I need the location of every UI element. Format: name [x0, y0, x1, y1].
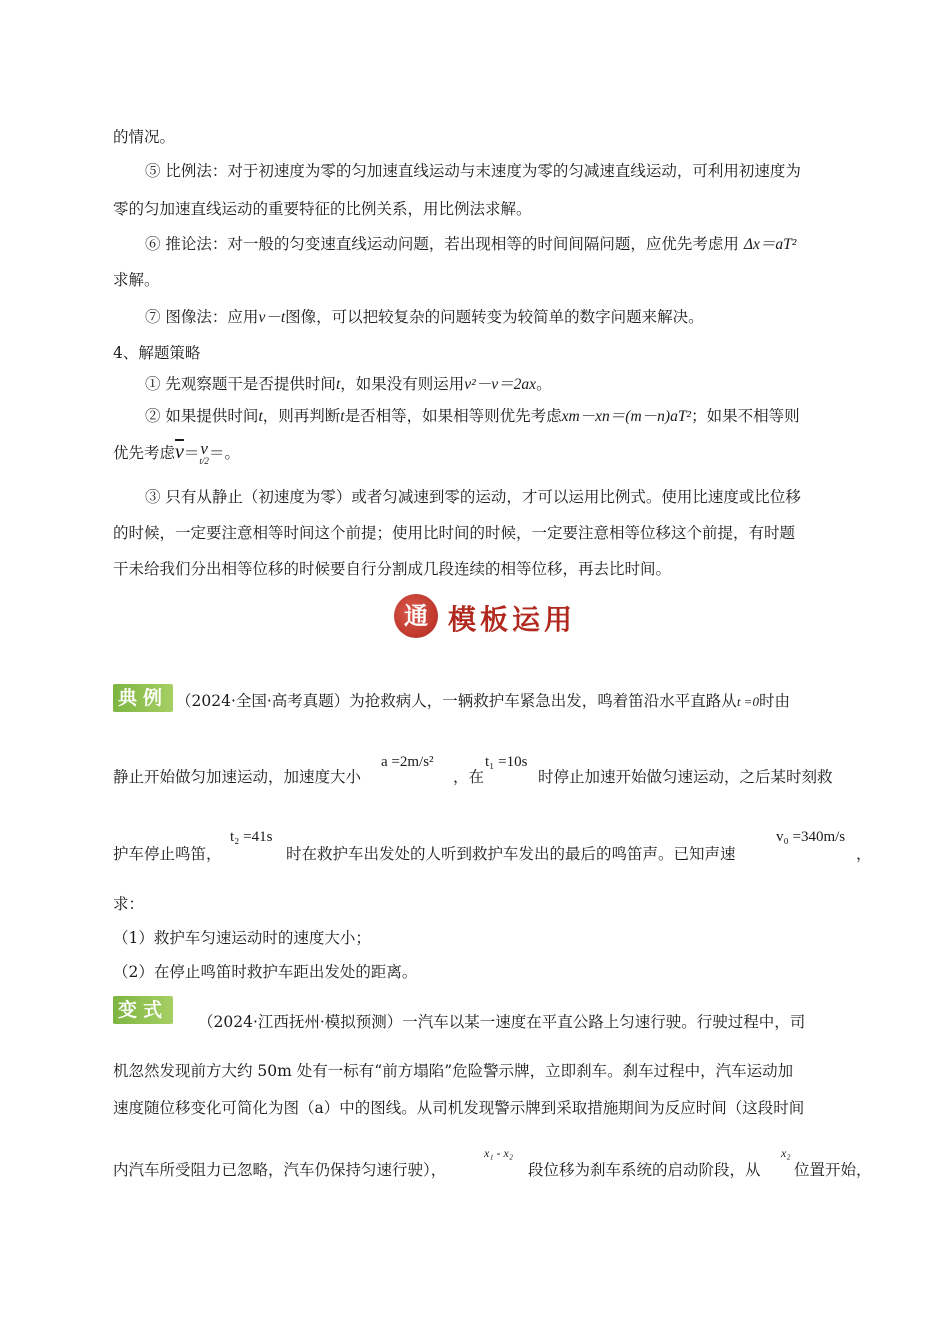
strategy-1-t: t	[335, 376, 341, 393]
banner-title: 模板运用	[448, 603, 577, 636]
strategy-2-t: t	[258, 408, 263, 425]
strategy-3-line: ③ 只有从静止（初速度为零）或者匀减速到零的运动，才可以运用比例式。使用比速度或比位移	[145, 488, 801, 506]
equals-sign: ＝	[183, 444, 200, 462]
strategy-2-text-b: ，则再判断	[262, 407, 341, 425]
section-heading: 4、解题策略	[113, 344, 201, 362]
variant-line-2: 机忽然发现前方大约 50m 处有一标有“前方塌陷”危险警示牌，立即刹车。刹车过程中，汽车运动加	[113, 1062, 794, 1080]
variant-line-4-c: 位置开始，	[794, 1161, 872, 1179]
strategy-2-formula: xm－xn＝(m－n)aT²	[561, 408, 692, 425]
example-question-2: （2）在停止鸣笛时救护车距出发处的距离。	[113, 963, 418, 981]
strategy-2-text-c: 是否相等，如果相等则优先考虑	[344, 407, 562, 425]
example-t0: t =0	[736, 694, 759, 709]
variant-tag: 变式	[113, 996, 173, 1024]
example-line-1	[176, 690, 790, 713]
mid-time-velocity	[199, 439, 209, 466]
text-line: 的情况。	[113, 128, 176, 146]
strategy-1-text-c: 。	[536, 375, 552, 393]
section-banner	[394, 592, 584, 640]
mid-time-velocity-v: v	[200, 439, 208, 458]
t1-formula: t₁ =10s	[485, 754, 528, 770]
mid-time-velocity-sub: t/2	[199, 456, 209, 466]
example-question-1: （1）救护车匀速运动时的速度大小；	[113, 929, 371, 947]
example-line-3-c: ，	[856, 845, 872, 863]
acceleration-formula: a =2m/s²	[381, 754, 434, 770]
variant-line-4-b: 段位移为刹车系统的启动阶段，从	[528, 1161, 761, 1179]
strategy-2-line	[145, 405, 800, 428]
strategy-3-line-cont2: 干未给我们分出相等位移的时候要自行分割成几段连续的相等位移，再去比时间。	[113, 560, 672, 578]
example-line-1-text: （2024·全国·高考真题）为抢救病人，一辆救护车紧急出发，鸣着笛沿水平直路从	[176, 692, 737, 710]
strategy-1-text-b: ，如果没有则运用	[340, 375, 465, 393]
method-5-line-cont: 零的匀加速直线运动的重要特征的比例关系，用比例法求解。	[113, 200, 532, 218]
method-5-line: ⑤ 比例法：对于初速度为零的匀加速直线运动与末速度为零的匀减速直线运动，可利用初速度为	[145, 162, 801, 180]
example-tag: 典例	[113, 684, 173, 712]
example-line-4: 求：	[113, 895, 145, 913]
strategy-2-text-a: ② 如果提供时间	[145, 407, 259, 425]
variant-line-1: （2024·江西抚州·模拟预测）一汽车以某一速度在平直公路上匀速行驶。行驶过程中，司	[198, 1013, 806, 1031]
strategy-2-text-e: 优先考虑	[113, 444, 176, 462]
strategy-2-text-d: ；如果不相等则	[691, 407, 800, 425]
x1-x2-formula: x₁ - x₂	[484, 1146, 513, 1160]
sound-speed-formula: v₀ =340m/s	[776, 829, 846, 845]
method-6-line-cont: 求解。	[113, 271, 160, 289]
strategy-3-line-cont1: 的时候，一定要注意相等时间这个前提；使用比时间的时候，一定要注意相等位移这个前提，有时题	[113, 524, 796, 542]
method-6-line	[145, 233, 796, 256]
example-line-1-end: 时由	[758, 692, 790, 710]
method-6-formula: Δx＝aT²	[743, 236, 797, 253]
example-line-2-text-a: 静止开始做匀加速运动，加速度大小	[113, 768, 362, 786]
seal-icon: 通	[394, 594, 438, 638]
method-7-text-a: ⑦ 图像法：应用	[145, 308, 259, 326]
example-line-3: 护车停止鸣笛，	[113, 845, 222, 863]
example-line-2	[113, 766, 361, 788]
example-line-3-b: 时在救护车出发处的人听到救护车发出的最后的鸣笛声。已知声速	[286, 845, 736, 863]
strategy-1-text-a: ① 先观察题干是否提供时间	[145, 375, 336, 393]
average-velocity-symbol: $\overline{v}$	[175, 441, 184, 463]
variant-line-3: 速度随位移变化可简化为图（a）中的图线。从司机发现警示牌到采取措施期间为反应时间（这段时间	[113, 1099, 805, 1117]
method-6-text: ⑥ 推论法：对一般的匀变速直线运动问题，若出现相等的时间间隔问题，应优先考虑用	[145, 235, 739, 253]
strategy-2-line-cont	[113, 441, 240, 466]
example-line-2-c: 时停止加速开始做匀速运动，之后某时刻救	[538, 768, 833, 786]
strategy-1-formula: v²－v＝2ax	[464, 376, 537, 393]
strategy-2-text-f: ＝。	[208, 444, 240, 462]
method-7-line	[145, 306, 704, 329]
x2-formula: x₂	[781, 1146, 791, 1160]
strategy-2-t2: t	[340, 408, 345, 425]
strategy-1-line	[145, 373, 552, 396]
method-7-text-b: 图像，可以把较复杂的问题转变为较简单的数字问题来解决。	[285, 308, 704, 326]
t2-formula: t₂ =41s	[230, 829, 273, 845]
example-line-2-b: ，在	[453, 768, 485, 786]
variant-line-4: 内汽车所受阻力已忽略，汽车仍保持匀速行驶），	[113, 1161, 447, 1179]
method-7-vt: v－t	[258, 309, 286, 326]
